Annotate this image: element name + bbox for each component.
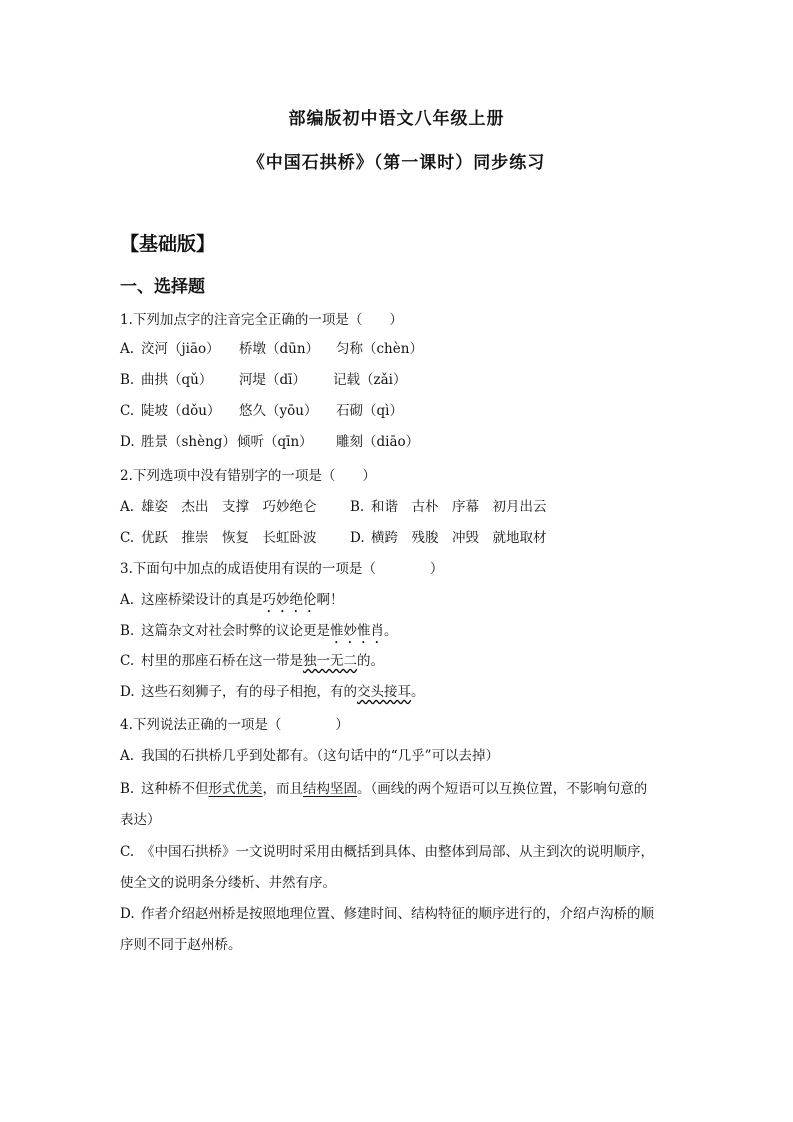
question-2-options-row-1	[120, 497, 547, 517]
question-4-option-b	[120, 779, 647, 799]
option-letter: A.	[120, 592, 135, 608]
question-4-option-d	[120, 904, 654, 924]
document-title: 部编版初中语文八年级上册	[288, 109, 505, 129]
sentence-text: 。	[384, 623, 398, 639]
question-2-options-row-2	[120, 528, 547, 548]
question-1-option-c	[120, 401, 403, 421]
sentence-text: 这种桥不但	[141, 781, 209, 797]
option-word: 匀称（chèn）	[336, 341, 423, 357]
option-word: 陡坡（dǒu）	[141, 403, 221, 419]
sentence-text: 啊！	[316, 592, 344, 608]
question-4-option-c-continued: 使全文的说明条分缕析、井然有序。	[120, 875, 336, 891]
option-text: 我国的石拱桥几乎到处都有。（这句话中的“几乎”可以去掉）	[141, 748, 500, 764]
sentence-text: 。（画线的两个短语可以互换位置，不影响句意的	[357, 781, 648, 797]
emphasized-idiom: 巧妙绝伦	[262, 592, 317, 608]
section-heading: 一、选择题	[120, 277, 205, 297]
sentence-text: 。	[411, 684, 425, 700]
option-word: 记载（zǎi）	[333, 372, 407, 388]
option-word: 雕刻（diāo）	[336, 434, 420, 450]
sentence-text: 这座桥梁设计的真是	[141, 592, 263, 608]
sentence-text: 的。	[357, 653, 384, 669]
option-letter: B.	[120, 781, 135, 797]
option-letter: A.	[120, 748, 135, 764]
option-letter: C.	[120, 403, 135, 419]
question-3-option-c	[120, 651, 384, 671]
option-letter: C.	[120, 653, 135, 669]
option-word: 倾听（qīn）	[237, 434, 313, 450]
underlined-phrase: 结构坚固	[303, 781, 357, 797]
question-4-option-d-continued: 序则不同于赵州桥。	[120, 937, 242, 953]
option-word: 洨河（jiāo）	[141, 341, 220, 357]
option-word: 石砌（qì）	[336, 403, 403, 419]
question-4-option-c	[120, 842, 654, 862]
option-text: 作者介绍赵州桥是按照地理位置、修建时间、结构特征的顺序进行的，介绍卢沟桥的顺	[141, 906, 654, 922]
option-letter: B.	[350, 499, 365, 515]
section-level-label: 【基础版】	[120, 233, 216, 255]
option-letter: A.	[120, 499, 135, 515]
sentence-text: 这篇杂文对社会时弊的议论更是	[141, 623, 330, 639]
emphasized-idiom: 惟妙惟肖	[330, 623, 384, 639]
option-words: 横跨 残朘 冲毁 就地取材	[371, 530, 547, 546]
document-subtitle: 《中国石拱桥》（第一课时）同步练习	[247, 153, 546, 173]
question-3-option-a	[120, 590, 344, 616]
option-word: 桥墩（dūn）	[239, 341, 320, 357]
sentence-text: 村里的那座石桥在这一带是	[141, 653, 303, 669]
sentence-text: 这些石刻狮子，有的母子相抱，有的	[141, 684, 357, 700]
option-word: 悠久（yōu）	[239, 403, 318, 419]
option-word: 曲拱（qǔ）	[141, 372, 213, 388]
question-2-stem: 2.下列选项中没有错别字的一项是（ ）	[120, 468, 376, 484]
option-words: 优跃 推崇 恢复 长虹卧波	[141, 530, 317, 546]
question-1-stem: 1.下列加点字的注音完全正确的一项是（ ）	[120, 312, 403, 328]
sentence-text: ，而且	[262, 781, 303, 797]
option-letter: C.	[120, 844, 135, 860]
option-letter: D.	[120, 906, 135, 922]
option-word: 胜景（shèng）	[141, 434, 236, 450]
option-letter: D.	[350, 530, 365, 546]
question-4-stem: 4.下列说法正确的一项是（ ）	[120, 717, 349, 733]
option-letter: A.	[120, 341, 135, 357]
underlined-phrase: 形式优美	[208, 781, 263, 797]
option-letter: C.	[120, 530, 135, 546]
option-words: 和谐 古朴 序幕 初月出云	[371, 499, 547, 515]
emphasized-idiom: 交头接耳	[357, 684, 411, 700]
question-4-option-a	[120, 746, 499, 766]
question-3-option-d	[120, 682, 425, 702]
option-letter: D.	[120, 434, 135, 450]
option-letter: B.	[120, 372, 135, 388]
question-1-option-a	[120, 339, 423, 359]
question-4-option-b-continued: 表达）	[120, 812, 161, 828]
option-letter: D.	[120, 684, 135, 700]
question-1-option-d	[120, 432, 419, 452]
emphasized-idiom: 独一无二	[303, 653, 357, 669]
option-text: 《中国石拱桥》一文说明时采用由概括到具体、由整体到局部、从主到次的说明顺序，	[141, 844, 654, 860]
option-letter: B.	[120, 623, 135, 639]
question-3-stem: 3.下面句中加点的成语使用有误的一项是（ ）	[120, 561, 444, 577]
option-words: 雄姿 杰出 支撑 巧妙绝仑	[141, 499, 317, 515]
question-1-option-b	[120, 370, 406, 390]
option-word: 河堤（dī）	[239, 372, 306, 388]
question-3-option-b	[120, 621, 398, 647]
